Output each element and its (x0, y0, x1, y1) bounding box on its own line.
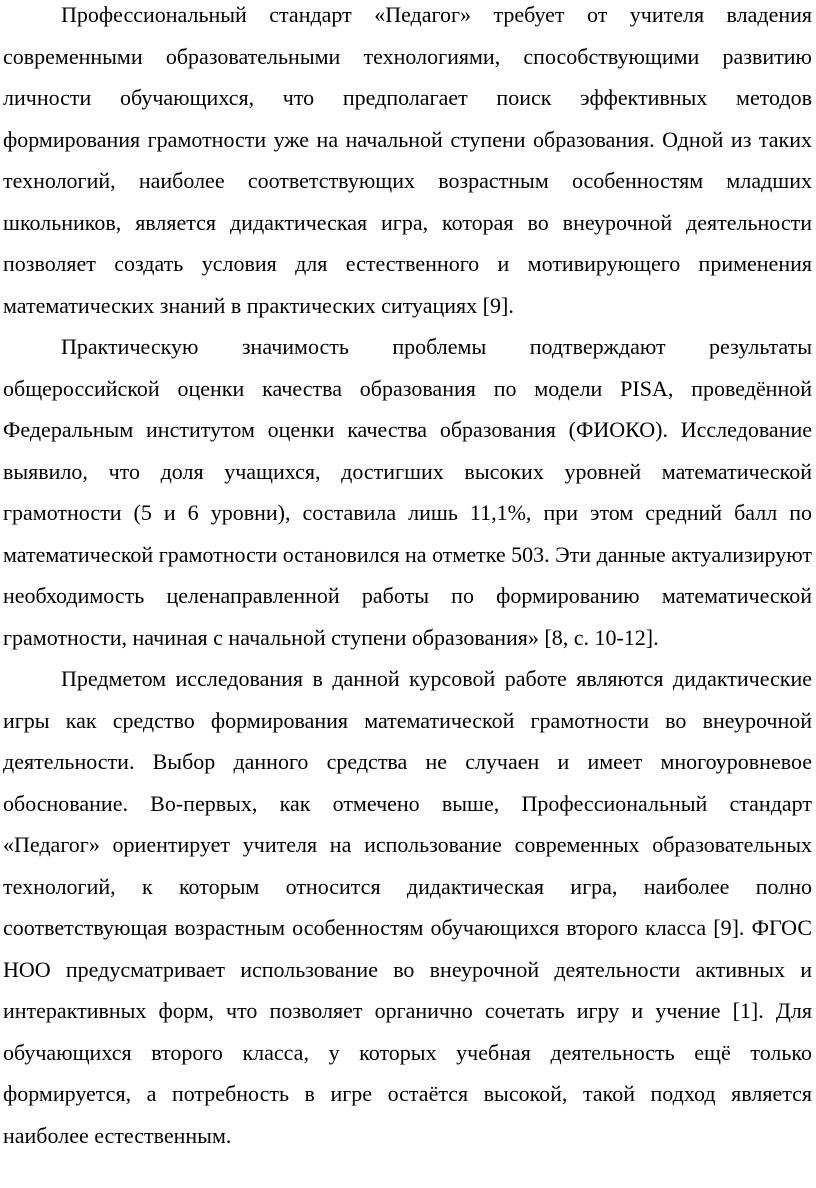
paragraph-research-subject: Предметом исследования в данной курсовой работе являются дидактические игры как средство формирования математической грамотности во внеурочной деятельности. Выбор данного средства не случаен и имеет многоуровневое обоснование. Во-первых, как отмечено выше, Профессиональный стандарт «Педагог» ориентирует учителя на использование современных образовательных технологий, к которым относится дидактическая игра, наиболее полно соответствующая возрастным особенностям обучающихся второго класса [9]. ФГОС НОО предусматривает использование во внеурочной деятельности активных и интерактивных форм, что позволяет органично сочетать игру и учение [1]. Для обучающихся второго класса, у которых учебная деятельность ещё только формируется, а потребность в игре остаётся высокой, такой подход является наиболее естественным. (3, 666, 812, 1148)
paragraph-practical-significance: Практическую значимость проблемы подтверждают результаты общероссийской оценки качества образования по модели PISA, проведённой Федеральным институтом оценки качества образования (ФИОКО). Исследование выявило, что доля учащихся, достигших высоких уровней математической грамотности (5 и 6 уровни), составила лишь 11,1%, при этом средний балл по математической грамотности остановился на отметке 503. Эти данные актуализируют необходимость целенаправленной работы по формированию математической грамотности, начиная с начальной ступени образования» [8, с. 10-12]. (3, 334, 812, 650)
paragraph-professional-standard: Профессиональный стандарт «Педагог» требует от учителя владения современными образовательными технологиями, способствующими развитию личности обучающихся, что предполагает поиск эффективных методов формирования грамотности уже на начальной ступени образования. Одной из таких технологий, наиболее соответствующих возрастным особенностям младших школьников, является дидактическая игра, которая во внеурочной деятельности позволяет создать условия для естественного и мотивирующего применения математических знаний в практических ситуациях [9]. (3, 2, 812, 318)
